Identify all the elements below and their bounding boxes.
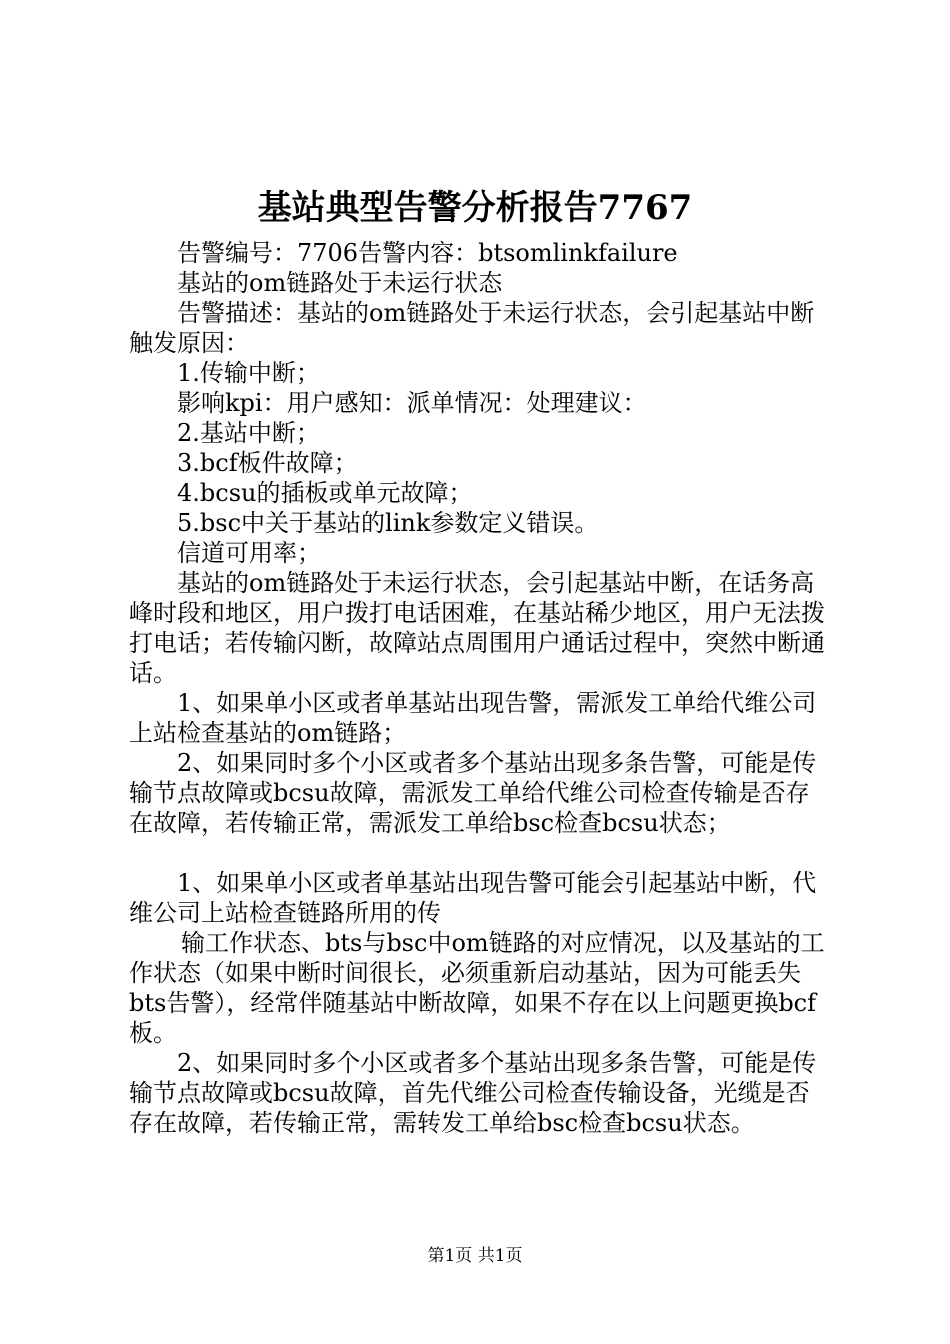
paragraph-cause-5: 5.bsc中关于基站的link参数定义错误。 [177, 509, 599, 537]
paragraph-gap [129, 838, 831, 868]
paragraph-cause-3: 3.bcf板件故障； [177, 449, 358, 477]
paragraph-dispatch-1: 1、如果单小区或者单基站出现告警，需派发工单给代维公司上站检查基站的om链路； [129, 689, 817, 747]
paragraph-handling-1: 1、如果单小区或者单基站出现告警可能会引起基站中断，代维公司上站检查链路所用的传 [129, 869, 817, 927]
paragraph-cause-1: 1.传输中断； [177, 359, 320, 387]
paragraph-handling-1-cont: 输工作状态、bts与bsc中om链路的对应情况，以及基站的工作状态（如果中断时间很长，必须重新启动基站，因为可能丢失bts告警），经常伴随基站中断故障，如果不存在以上问题更换bcf板。 [129, 929, 825, 1047]
paragraph-dispatch-2: 2、如果同时多个小区或者多个基站出现多条告警，可能是传输节点故障或bcsu故障，需派发工单给代维公司检查传输是否存在故障，若传输正常，需派发工单给bsc检查bcsu状态； [129, 749, 817, 837]
document-body [129, 238, 831, 1138]
document-title: 基站典型告警分析报告7767 [257, 188, 693, 228]
paragraph-kpi-impact: 影响kpi：用户感知：派单情况：处理建议： [177, 389, 647, 417]
page-footer: 第1页 共1页 [427, 1246, 523, 1266]
paragraph-impact-detail: 基站的om链路处于未运行状态，会引起基站中断，在话务高峰时段和地区，用户拨打电话困难，在基站稀少地区，用户无法拨打电话；若传输闪断，故障站点周围用户通话过程中，突然中断通话。 [129, 569, 825, 687]
paragraph-cause-4: 4.bcsu的插板或单元故障； [177, 479, 473, 507]
paragraph-alarm-id: 告警编号：7706告警内容：btsomlinkfailure [177, 239, 678, 267]
paragraph-channel-availability: 信道可用率； [177, 539, 321, 567]
paragraph-cause-2: 2.基站中断； [177, 419, 320, 447]
paragraph-handling-2: 2、如果同时多个小区或者多个基站出现多条告警，可能是传输节点故障或bcsu故障，首先代维公司检查传输设备，光缆是否存在故障，若传输正常，需转发工单给bsc检查bcsu状态。 [129, 1049, 817, 1137]
paragraph-alarm-description: 告警描述：基站的om链路处于未运行状态，会引起基站中断触发原因： [129, 299, 815, 357]
paragraph-alarm-name: 基站的om链路处于未运行状态 [177, 269, 503, 297]
